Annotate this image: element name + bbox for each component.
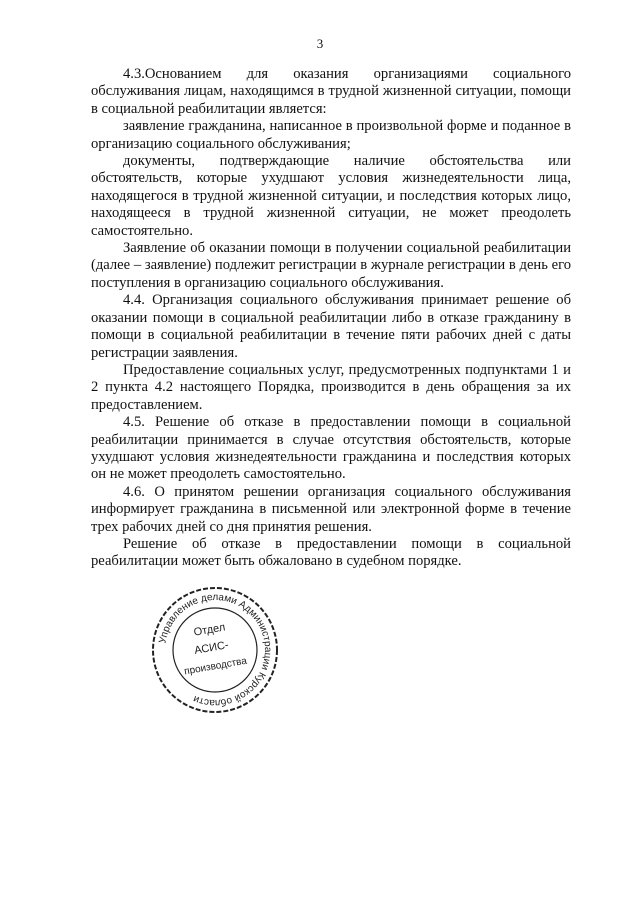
paragraph-4-4: 4.4. Организация социального обслуживания принимает решение об оказании помощи в социальной реабилитации либо в отказе гражданину в помощи в социальной реабилитации в течение пяти рабочих дней с даты регистрации заявления. (91, 292, 571, 361)
paragraph-4-6: 4.6. О принятом решении организация социального обслуживания информирует гражданина в письменной или электронной форме в течение трех рабочих дней со дня принятия решения. (91, 483, 571, 535)
paragraph-services: Предоставление социальных услуг, предусмотренных подпунктами 1 и 2 пункта 4.2 настоящего Порядка, производится в день обращения за их предоставлением. (91, 361, 571, 413)
paragraph-appeal: Решение об отказе в предоставлении помощи в социальной реабилитации может быть обжаловано в судебном порядке. (91, 535, 571, 570)
stamp-line-3: производства (183, 655, 248, 678)
paragraph-application: заявление гражданина, написанное в произвольной форме и поданное в организацию социального обслуживания; (91, 118, 571, 152)
paragraph-4-5: 4.5. Решение об отказе в предоставлении помощи в социальной реабилитации принимается в случае отсутствия обстоятельств, которые ухудшают условия жизнедеятельности гражданина и последствия которых он не может преодолеть самостоятельно. (91, 414, 571, 483)
stamp-line-2: АСИС- (193, 639, 230, 657)
paragraph-4-3: 4.3.Основанием для оказания организациями социального обслуживания лицам, находящимся в трудной жизненной ситуации, помощи в социальной реабилитации является: (91, 66, 571, 117)
paragraph-registration: Заявление об оказании помощи в получении социальной реабилитации (далее – заявление) подлежит регистрации в журнале регистрации в день его поступления в организацию социального обслуживания. (91, 240, 571, 291)
stamp-line-1: Отдел (192, 621, 227, 639)
stamp-graphic (150, 585, 280, 715)
stamp-ring-text: Управление делами Администрации Курской области (157, 591, 274, 709)
page-number: 3 (316, 36, 324, 51)
official-stamp (150, 585, 280, 715)
paragraph-documents: документы, подтверждающие наличие обстоятельства или обстоятельств, которые ухудшают условия жизнедеятельности лица, находящегося в трудной жизненной ситуации, и последствия которых лицо, находящееся в трудной жизненной ситуации, не может преодолеть самостоятельно. (91, 153, 571, 239)
document-body (91, 66, 571, 571)
